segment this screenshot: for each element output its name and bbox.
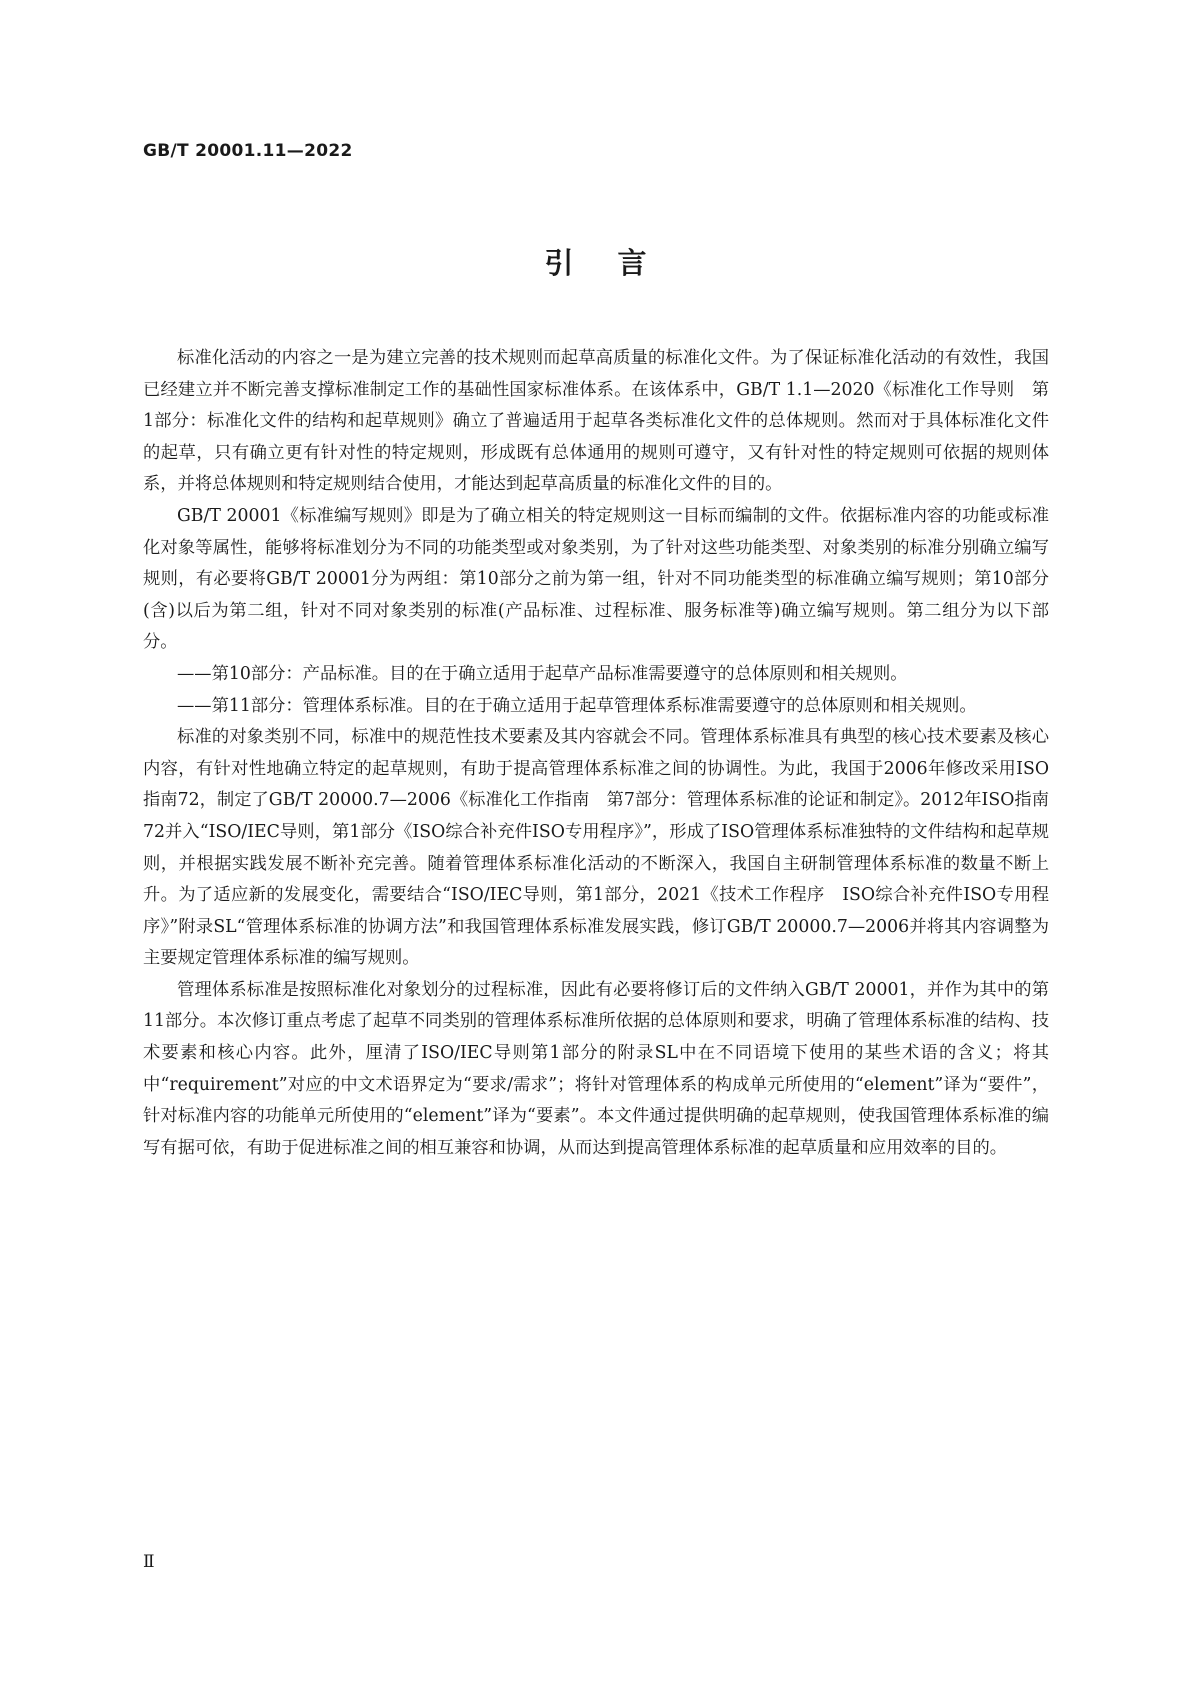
- paragraph-3: 标准的对象类别不同，标准中的规范性技术要素及其内容就会不同。管理体系标准具有典型的核心技术要素及核心内容，有针对性地确立特定的起草规则，有助于提高管理体系标准之间的协调性。为此，我国于2006年修改采用ISO指南72，制定了GB/T 20000.7—2006《标准化工作指南 第7部分：管理体系标准的论证和制定》。2012年ISO指南72并入“ISO/IEC导则，第1部分《ISO综合补充件ISO专用程序》”，形成了ISO管理体系标准独特的文件结构和起草规则，并根据实践发展不断补充完善。随着管理体系标准化活动的不断深入，我国自主研制管理体系标准的数量不断上升。为了适应新的发展变化，需要结合“ISO/IEC导则，第1部分，2021《技术工作程序 ISO综合补充件ISO专用程序》”附录SL“管理体系标准的协调方法”和我国管理体系标准发展实践，修订GB/T 20000.7—2006并将其内容调整为主要规定管理体系标准的编写规则。: [143, 727, 1049, 969]
- list-item-part-11: ——第11部分：管理体系标准。目的在于确立适用于起草管理体系标准需要遵守的总体原则和相关规则。: [177, 695, 977, 716]
- list-item-part-10: ——第10部分：产品标准。目的在于确立适用于起草产品标准需要遵守的总体原则和相关规则。: [177, 663, 908, 684]
- page-title: 引言: [544, 246, 691, 280]
- page-number: Ⅱ: [143, 1552, 155, 1572]
- paragraph-4: 管理体系标准是按照标准化对象划分的过程标准，因此有必要将修订后的文件纳入GB/T 20001，并作为其中的第11部分。本次修订重点考虑了起草不同类别的管理体系标准所依据的总体原则和要求，明确了管理体系标准的结构、技术要素和核心内容。此外，厘清了ISO/IEC导则第1部分的附录SL中在不同语境下使用的某些术语的含义；将其中“requirement”对应的中文术语界定为“要求/需求”；将针对管理体系的构成单元所使用的“element”译为“要件”，针对标准内容的功能单元所使用的“element”译为“要素”。本文件通过提供明确的起草规则，使我国管理体系标准的编写有据可依，有助于促进标准之间的相互兼容和协调，从而达到提高管理体系标准的起草质量和应用效率的目的。: [143, 979, 1049, 1158]
- paragraph-2: GB/T 20001《标准编写规则》即是为了确立相关的特定规则这一目标而编制的文件。依据标准内容的功能或标准化对象等属性，能够将标准划分为不同的功能类型或对象类别，为了针对这些功能类型、对象类别的标准分别确立编写规则，有必要将GB/T 20001分为两组：第10部分之前为第一组，针对不同功能类型的标准确立编写规则；第10部分(含)以后为第二组，针对不同对象类别的标准(产品标准、过程标准、服务标准等)确立编写规则。第二组分为以下部分。: [143, 505, 1049, 653]
- paragraph-1: 标准化活动的内容之一是为建立完善的技术规则而起草高质量的标准化文件。为了保证标准化活动的有效性，我国已经建立并不断完善支撑标准制定工作的基础性国家标准体系。在该体系中，GB/T 1.1—2020《标准化工作导则 第1部分：标准化文件的结构和起草规则》确立了普遍适用于起草各类标准化文件的总体规则。然而对于具体标准化文件的起草，只有确立更有针对性的特定规则，形成既有总体通用的规则可遵守，又有针对性的特定规则可依据的规则体系，并将总体规则和特定规则结合使用，才能达到起草高质量的标准化文件的目的。: [143, 348, 1049, 495]
- document-code: GB/T 20001.11—2022: [143, 141, 353, 161]
- introduction-body: [143, 343, 1049, 1164]
